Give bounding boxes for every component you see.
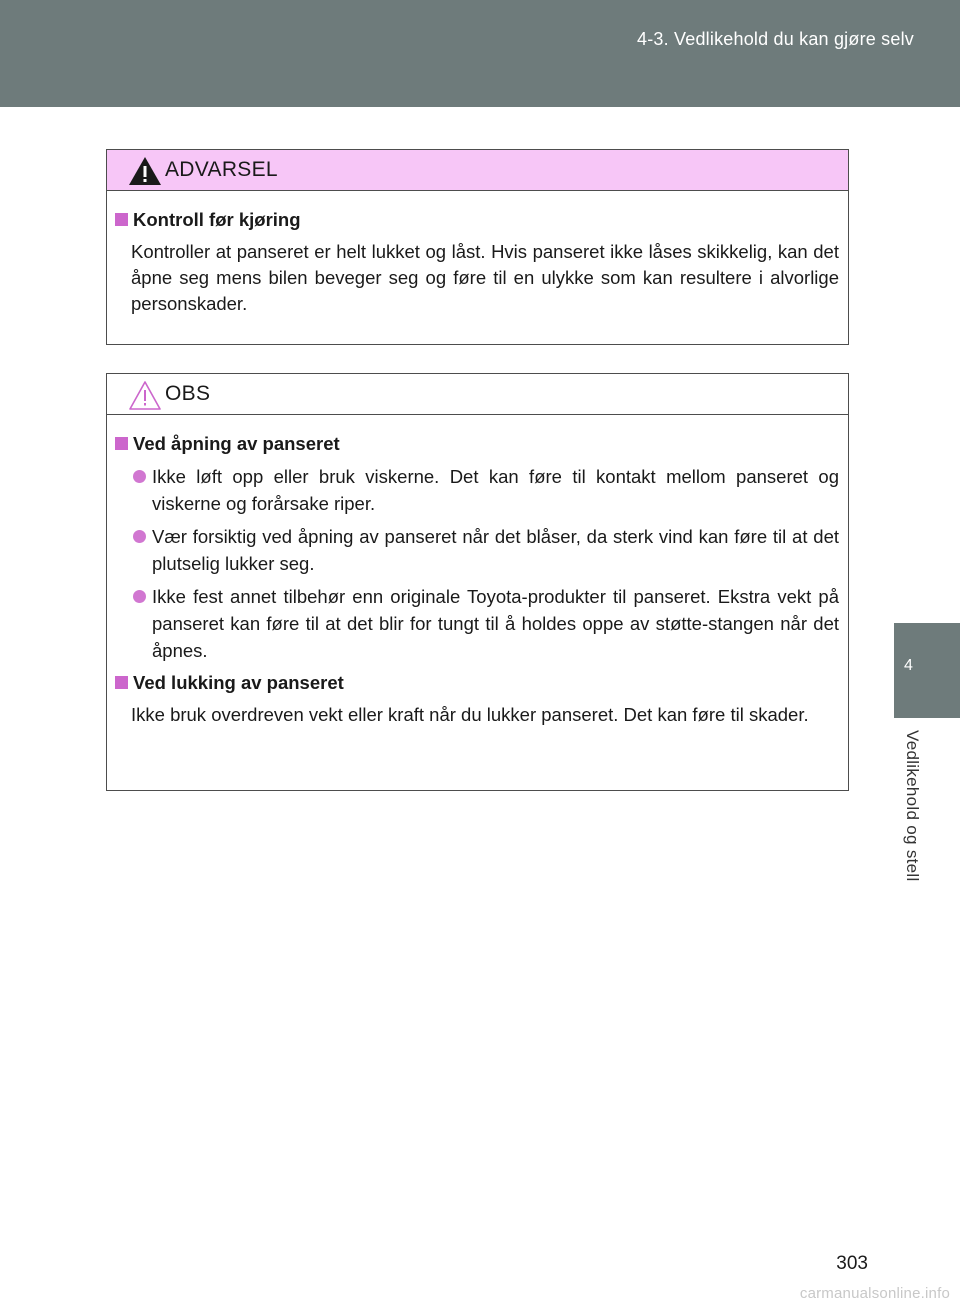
list-item xyxy=(115,523,839,577)
top-header-bar xyxy=(0,0,960,107)
list-item-text: Ikke løft opp eller bruk viskerne. Det kan føre til kontakt mellom panseret og viskerne og forårsake riper. xyxy=(152,466,839,514)
chapter-number: 4 xyxy=(904,657,913,674)
square-bullet-icon xyxy=(115,676,128,689)
warning-triangle-icon xyxy=(127,155,163,187)
notice-box xyxy=(106,373,849,791)
warning-box xyxy=(106,149,849,345)
notice-box-header xyxy=(107,374,848,415)
paragraph: Kontroller at panseret er helt lukket og låst. Hvis panseret ikke låses skikkelig, kan det åpne seg mens bilen beveger seg og føre til en ulykke som kan resultere i alvorlige personskader. xyxy=(131,241,839,314)
subheading xyxy=(115,670,839,696)
list-item-text: Ikke fest annet tilbehør enn originale Toyota-produkter til panseret. Ekstra vekt på panseret kan føre til at det blir for tungt til å holdes oppe av støtte-stangen når det åpnes. xyxy=(152,586,839,661)
round-bullet-icon xyxy=(133,530,146,543)
chapter-label: Vedlikehold og stell xyxy=(903,730,922,882)
round-bullet-icon xyxy=(133,590,146,603)
square-bullet-icon xyxy=(115,213,128,226)
paragraph: Ikke bruk overdreven vekt eller kraft når du lukker panseret. Det kan føre til skader. xyxy=(131,704,809,725)
page-number: 303 xyxy=(836,1253,868,1274)
subheading-text: Ved åpning av panseret xyxy=(133,433,340,454)
warning-box-body xyxy=(107,191,848,317)
caution-outline-triangle-icon xyxy=(127,379,163,411)
watermark: carmanualsonline.info xyxy=(799,1285,950,1302)
warning-box-header xyxy=(107,150,848,191)
notice-box-body xyxy=(107,415,848,728)
subheading-text: Kontroll før kjøring xyxy=(133,209,301,230)
notice-box-title: OBS xyxy=(165,382,211,405)
section-title: 4-3. Vedlikehold du kan gjøre selv xyxy=(637,29,914,49)
square-bullet-icon xyxy=(115,437,128,450)
list-item xyxy=(115,583,839,664)
warning-box-title: ADVARSEL xyxy=(165,158,278,181)
round-bullet-icon xyxy=(133,470,146,483)
subheading-text: Ved lukking av panseret xyxy=(133,672,344,693)
subheading xyxy=(115,431,839,457)
list-item-text: Vær forsiktig ved åpning av panseret når det blåser, da sterk vind kan føre til at det plutselig lukker seg. xyxy=(152,526,839,574)
subheading xyxy=(115,207,839,233)
list-item xyxy=(115,463,839,517)
